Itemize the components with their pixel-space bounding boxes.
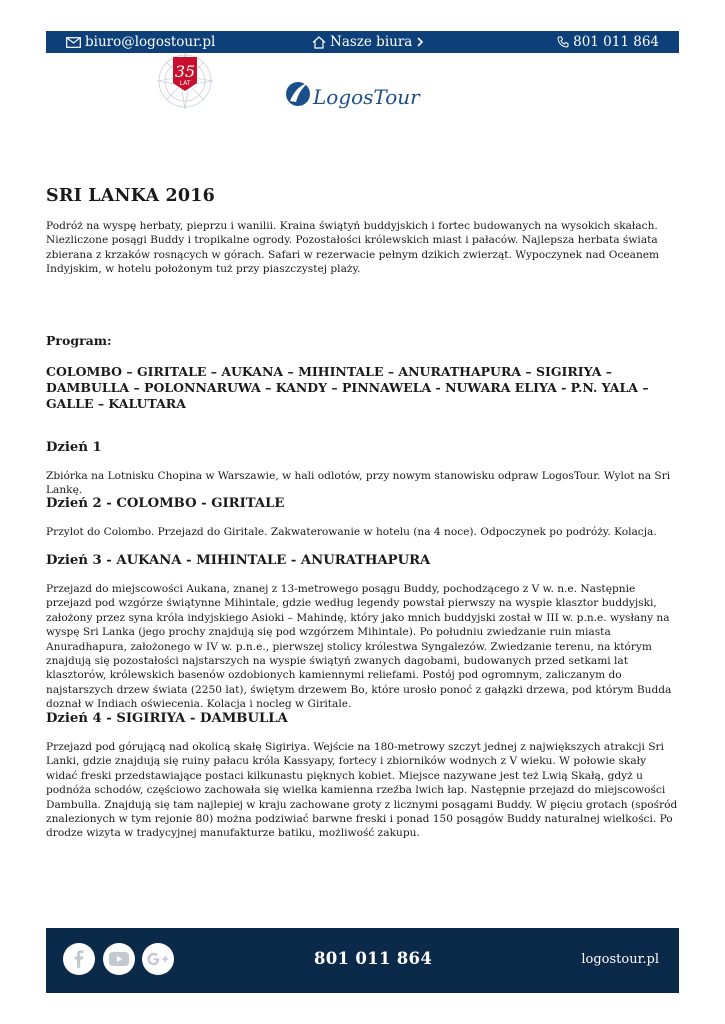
logostour-logo[interactable] [285,74,420,118]
day-1-heading: Dzień 1 [46,440,102,455]
facebook-button[interactable] [63,943,95,975]
google-plus-button[interactable] [142,943,174,975]
email-text: biuro@logostour.pl [85,34,216,50]
day-2-heading: Dzień 2 - COLOMBO - GIRITALE [46,496,285,511]
day-4-text: Przejazd pod górującą nad okolicą skałę Sigiriya. Wejście na 180-metrowy szczyt jednej z największych atrakcji Sri Lanki, gdzie znajdują się ruiny pałacu króla Kassyapy, fortecy i zbiorników wodnych z V wieku. W połowie skały widać freski przedstawiające postaci kilkunastu pięknych kobiet. Miejsce nazywane jest też Lwią Skałą, gdyż u podnóża schodów, częściowo zachowała się wielka kamienna rzeźba lwich łap. Następnie przejazd do miejscowości Dambulla. Znajdują się tam najlepiej w kraju zachowane groty z licznymi posągami Buddy. W pięciu grotach (spośród znalezionych w tym rejonie 80) można podziwiać barwne freski i ponad 150 posągów Buddy naturalnej wielkości. Po drodze wizyta w tradycyjnej manufakturze batiku, możliwość zakupu. [46,741,678,840]
offices-text: Nasze biura [330,34,413,50]
day-1-text: Zbiórka na Lotnisku Chopina w Warszawie, w hali odlotów, przy nowym stanowisku odpraw LogosTour. Wylot na Sri Lankę. [46,470,671,497]
day-4-heading: Dzień 4 - SIGIRIYA - DAMBULLA [46,711,288,726]
program-label: Program: [46,333,112,348]
phone-link[interactable] [557,31,659,53]
intro-text: Podróż na wyspę herbaty, pieprzu i wanilii. Kraina świątyń buddyjskich i fortec budowanych na wysokich skałach. Niezliczone posągi Buddy i tropikalne ogrody. Pozostałości królewskich miast i pałaców. Najlepsza herbata świata zbierana z krzaków rosnących w górach. Safari w rezerwacie pełnym dzikich zwierząt. Wypoczynek nad Oceanem Indyjskim, w hotelu położonym tuż przy piaszczystej plaży. [46,220,660,276]
program-route: COLOMBO – GIRITALE – AUKANA – MIHINTALE – ANURATHAPURA – SIGIRIYA – DAMBULLA – POLONNARUWA – KANDY – PINNAWELA - NUWARA ELIYA - P.N. YALA – GALLE – KALUTARA [46,364,649,411]
footer [46,928,679,993]
facebook-icon [73,950,85,968]
logo-text: LogosTour [313,85,420,109]
contact-bar [46,31,679,53]
google-plus-icon [146,951,170,967]
phone-icon [557,36,569,48]
youtube-icon [109,952,129,966]
day-3-heading: Dzień 3 - AUKANA - MIHINTALE - ANURATHAPURA [46,553,431,568]
page-title: SRI LANKA 2016 [46,186,216,206]
chevron-right-icon [416,37,424,47]
day-3-text: Przejazd do miejscowości Aukana, znanej z 13-metrowego posągu Buddy, pochodzącego z V w. n.e. Następnie przejazd pod wzgórze świątynne Mihintale, gdzie według legendy powstał pierwszy na wyspie klasztor buddyjski, założony przez syna króla indyjskiego Asioki – Mahindę, który jako mnich buddyjski został w III w. p.n.e. wysłany na wyspę Sri Lanka (jego prochy znajdują się pod wzgórzem Mihintale). Po południu zwiedzanie ruin miasta Anuradhapura, założonego w IV w. p.n.e., pierwszej stolicy królestwa Syngalezów. Zwiedzanie terenu, na którym znajdują się pozostałości najstarszych na wyspie świątyń zwanych dagobami, budowanych przed setkami lat klasztorów, królewskich basenów ozdobionych kamiennymi reliefami. Postój pod ogromnym, zaliczanym do najstarszych drzew świata (2250 lat), świętym drzewem Bo, które urosło ponoć z gałązki drzewa, pod którym Budda doznał w Indiach oświecenia. Kolacja i nocleg w Giritale. [46,583,672,711]
anniversary-badge [146,53,224,115]
email-link[interactable] [66,31,215,53]
day-2-text: Przylot do Colombo. Przejazd do Giritale. Zakwaterowanie w hotelu (na 4 noce). Odpoczynek po podróży. Kolacja. [46,526,657,538]
youtube-button[interactable] [103,943,135,975]
phone-text: 801 011 864 [573,34,659,50]
footer-phone[interactable]: 801 011 864 [314,949,433,968]
home-icon [312,36,326,49]
badge-number: 35 [174,62,196,81]
envelope-icon [66,37,81,48]
offices-link[interactable] [312,31,428,53]
badge-label: LAT [179,80,191,87]
footer-website-link[interactable]: logostour.pl [581,952,659,967]
